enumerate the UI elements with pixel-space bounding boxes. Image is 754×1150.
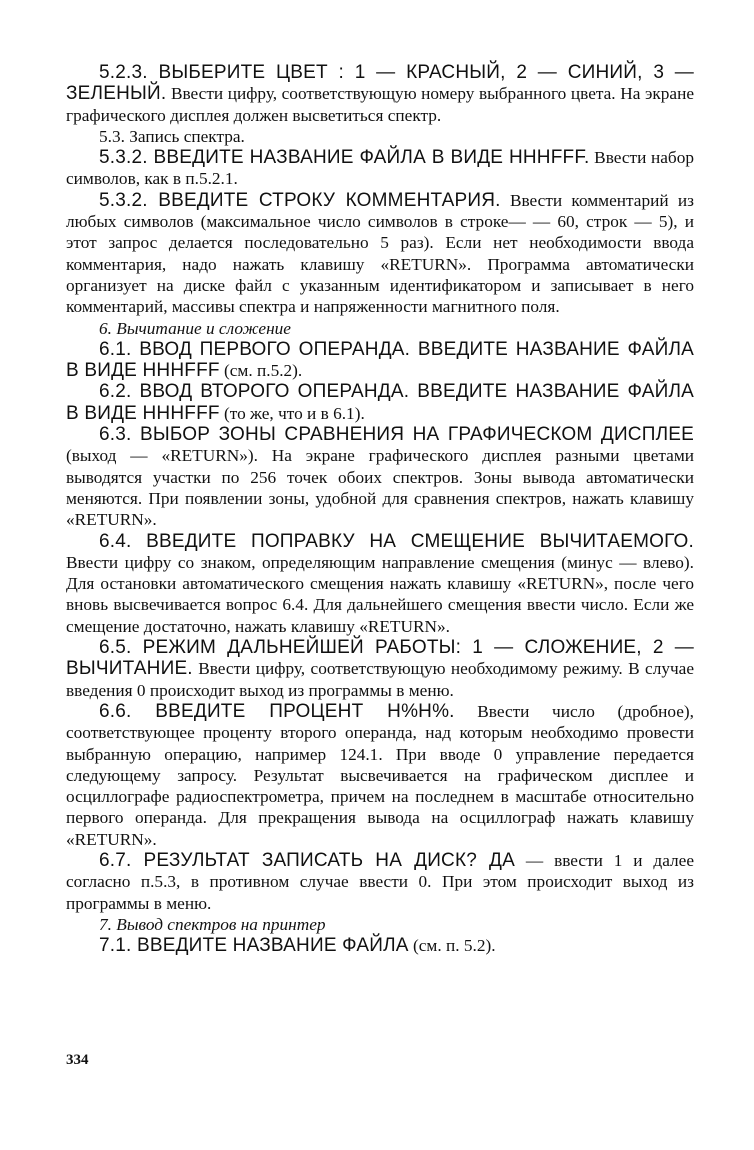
paragraph-6-4 [66, 531, 694, 637]
section-heading-5-3 [66, 126, 694, 147]
body-text: Ввести набор символов, как в п.5.2.1. [66, 148, 694, 189]
prompt-text: 6.6. ВВЕДИТЕ ПРОЦЕНТ Н%Н%. [99, 700, 455, 722]
paragraph-7-1 [66, 935, 694, 956]
body-text: Ввести цифру со знаком, определяющим направление смещения (минус — влево). Для остановки автоматического смещения нажать клавишу «RETURN», после чего вновь высвечивается вопрос 6.4. Для дальнейшего смещения ввести число. Если же смещение достаточно, нажать клавишу «RETURN». [66, 552, 694, 636]
paragraph-6-6 [66, 701, 694, 850]
body-text: — ввести 1 и далее согласно п.5.3, в противном случае ввести 0. При этом происходит выход из программы в меню. [66, 850, 695, 913]
section-heading-6 [66, 318, 694, 339]
body-text: Ввести комментарий из любых символов (максимальное число символов в строке— — 60, строк — 5), и этот запрос делается последовательно 5 раз). Если нет необходимости ввода комментария, надо нажать клавишу «RETURN». Программа автоматически организует на диске файл с указанным идентификатором и записывает в него комментарий, массивы спектра и напряженности магнитного поля. [66, 190, 694, 317]
body-text: (см. п. 5.2). [408, 936, 496, 956]
paragraph-6-7 [66, 850, 694, 914]
prompt-text: 6.4. ВВЕДИТЕ ПОПРАВКУ НА СМЕЩЕНИЕ ВЫЧИТАЕМОГО. [99, 530, 694, 552]
prompt-text: 7.1. ВВЕДИТЕ НАЗВАНИЕ ФАЙЛА [99, 935, 409, 957]
paragraph-5-3-2-comment [66, 190, 694, 318]
body-text: Ввести цифру, соответствующую необходимому режиму. В случае введения 0 происходит выход из программы в меню. [66, 659, 694, 700]
prompt-text: 6.1. ВВОД ПЕРВОГО ОПЕРАНДА. ВВЕДИТЕ НАЗВАНИЕ ФАЙЛА В ВИДЕ HHHFFF [66, 338, 694, 382]
paragraph-6-3 [66, 424, 694, 530]
italic-heading: 6. Вычитание и сложение [99, 318, 291, 338]
body-text: Ввести цифру, соответствующую номеру выбранного цвета. На экране графического дисплея должен высветиться спектр. [66, 84, 694, 125]
body-text: (выход — «RETURN»). На экране графического дисплея разными цветами выводятся участки по 256 точек обоих спектров. Зоны вывода автоматически меняются. При появлении зоны, удобной для сравнения спектров, нажать клавишу «RETURN». [66, 446, 694, 530]
prompt-text: 5.3.2. ВВЕДИТЕ НАЗВАНИЕ ФАЙЛА В ВИДЕ HHHFFF. [99, 147, 590, 169]
prompt-text: 5.3.2. ВВЕДИТЕ СТРОКУ КОММЕНТАРИЯ. [99, 189, 501, 211]
prompt-text: 6.5. РЕЖИМ ДАЛЬНЕЙШЕЙ РАБОТЫ: 1 — СЛОЖЕНИЕ, 2 — ВЫЧИТАНИЕ. [66, 637, 694, 680]
paragraph-5-3-2-filename [66, 147, 694, 190]
paragraph-6-5 [66, 637, 694, 701]
section-heading-7 [66, 914, 694, 935]
body-text: 5.3. Запись спектра. [99, 126, 245, 146]
page-body [66, 62, 694, 956]
prompt-text: 6.3. ВЫБОР ЗОНЫ СРАВНЕНИЯ НА ГРАФИЧЕСКОМ ДИСПЛЕЕ [99, 424, 694, 446]
body-text: (то же, что и в 6.1). [219, 403, 365, 423]
body-text: (см. п.5.2). [219, 361, 303, 381]
prompt-text: 6.7. РЕЗУЛЬТАТ ЗАПИСАТЬ НА ДИСК? ДА [99, 849, 516, 871]
paragraph-6-2 [66, 381, 694, 424]
italic-heading: 7. Вывод спектров на принтер [99, 914, 326, 934]
paragraph-5-2-3 [66, 62, 694, 126]
prompt-text: 5.2.3. ВЫБЕРИТЕ ЦВЕТ : 1 — КРАСНЫЙ, 2 — СИНИЙ, 3 — ЗЕЛЕНЫЙ. [66, 62, 694, 105]
paragraph-6-1 [66, 339, 694, 382]
page-number: 334 [66, 1052, 89, 1068]
body-text: Ввести число (дробное), соответствующее проценту второго операнда, над которым необходимо провести выбранную операцию, например 124.1. При вводе 0 управление передается следующему запросу. Результат высвечивается на графическом дисплее и осциллографе радиоспектрометра, причем на последнем в масштабе относительно первого операнда. Для прекращения вывода на осциллограф нажать клавишу «RETURN». [66, 701, 694, 849]
prompt-text: 6.2. ВВОД ВТОРОГО ОПЕРАНДА. ВВЕДИТЕ НАЗВАНИЕ ФАЙЛА В ВИДЕ HHHFFF [66, 381, 694, 424]
